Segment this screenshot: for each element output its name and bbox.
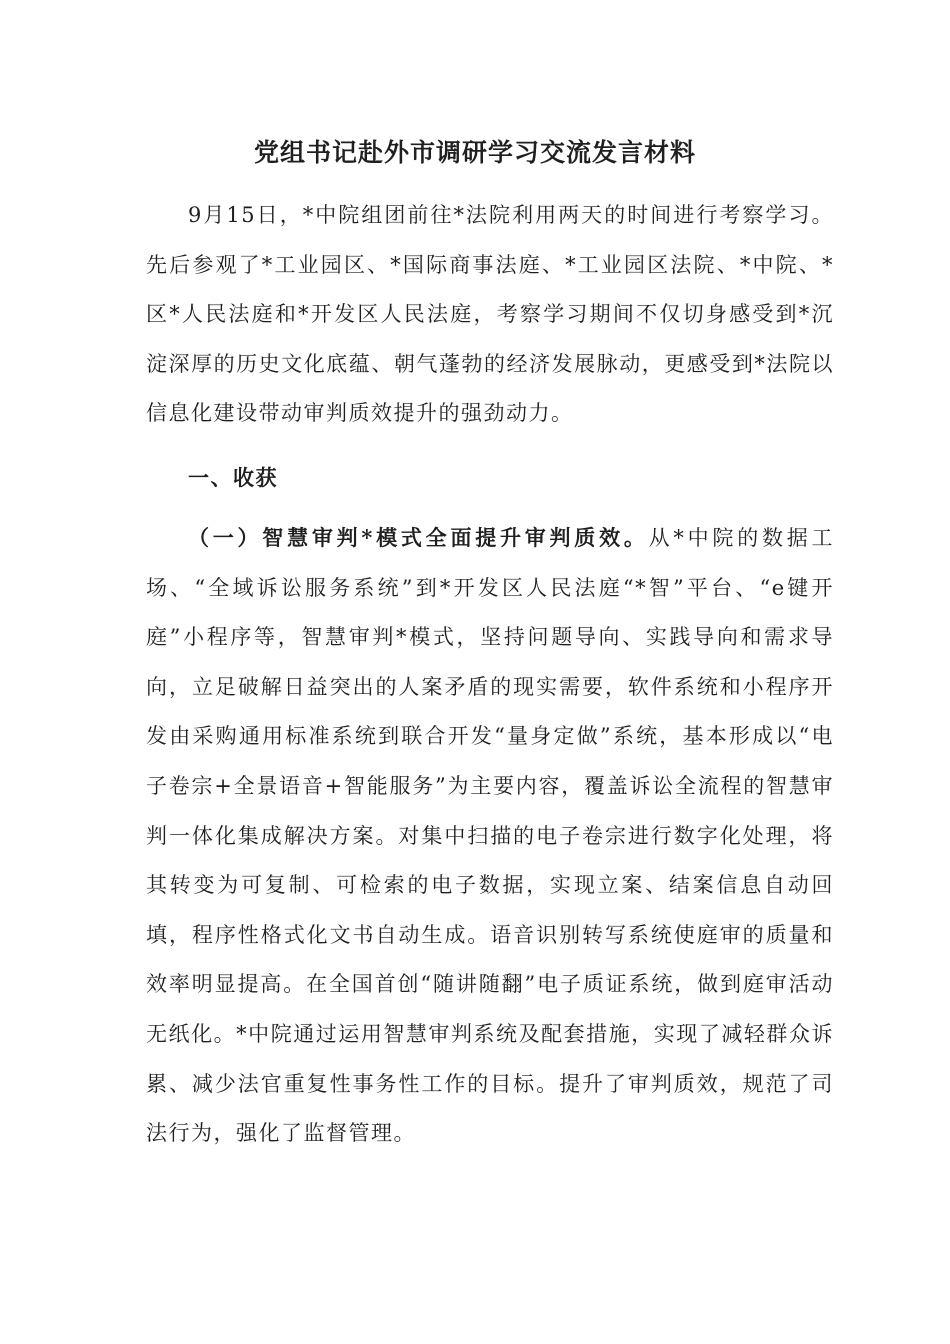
document-title: 党组书记赴外市调研学习交流发言材料: [253, 138, 696, 167]
paragraph-smart-trial: [146, 513, 834, 1159]
paragraph-lead-sentence: （一）智慧审判*模式全面提升审判质效。: [188, 525, 649, 550]
paragraph-body-text: 从*中院的数据工场、“全域诉讼服务系统”到*开发区人民法庭“*智”平台、“e键开庭”小程序等，智慧审判*模式，坚持问题导向、实践导向和需求导向，立足破解日益突出的人案矛盾的现实需要，软件系统和小程序开发由采购通用标准系统到联合开发“量身定做”系统，基本形成以“电子卷宗+全景语音+智能服务”为主要内容，覆盖诉讼全流程的智慧审判一体化集成解决方案。对集中扫描的电子卷宗进行数字化处理，将其转变为可复制、可检索的电子数据，实现立案、结案信息自动回填，程序性格式化文书自动生成。语音识别转写系统使庭审的质量和效率明显提高。在全国首创“随讲随翻”电子质证系统，做到庭审活动无纸化。*中院通过运用智慧审判系统及配套措施，实现了减轻群众诉累、减少法官重复性事务性工作的目标。提升了审判质效，规范了司法行为，强化了监督管理。: [146, 526, 834, 1146]
paragraph-intro: 9月15日，*中院组团前往*法院利用两天的时间进行考察学习。先后参观了*工业园区、*国际商事法庭、*工业园区法院、*中院、*区*人民法庭和*开发区人民法庭，考察学习期间不仅切身感受到*沉淀深厚的历史文化底蕴、朝气蓬勃的经济发展脉动，更感受到*法院以信息化建设带动审判质效提升的强劲动力。: [146, 203, 834, 426]
section-heading-gains: 一、收获: [188, 465, 278, 490]
